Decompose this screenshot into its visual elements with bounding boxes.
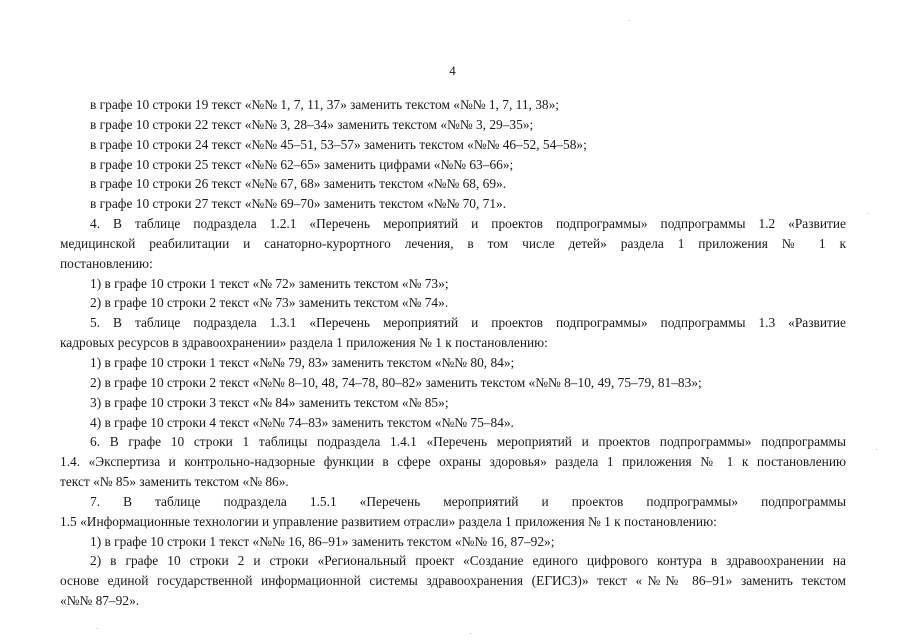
text-line: 3) в графе 10 строки 3 текст «№ 84» заменить текстом «№ 85»; [90,394,449,410]
scan-speck [868,213,869,214]
text-line: в графе 10 строки 27 текст «№№ 69–70» заменить текстом «№№ 70, 71». [90,196,507,212]
text-line: в графе 10 строки 26 текст «№№ 67, 68» заменить текстом «№№ 68, 69». [90,176,507,192]
text-line: 1) в графе 10 строки 1 текст «№№ 79, 83» заменить текстом «№№ 80, 84»; [90,354,515,370]
text-line: в графе 10 строки 24 текст «№№ 45–51, 53–57» заменить текстом «№№ 46–52, 54–58»; [90,136,587,152]
text-line: основе единой государственной информационной системы здравоохранения (ЕГИСЗ)» текст «№№ 86–91» заменить текстом [60,573,846,589]
scan-speck [629,20,630,21]
text-line: 7. В таблице подраздела 1.5.1 «Перечень мероприятий и проектов подпрограммы» подпрограммы [90,493,846,509]
scan-speck [97,628,98,629]
text-line: кадровых ресурсов в здравоохранении» раздела 1 приложения № 1 к постановлению: [60,335,548,351]
text-line: 2) в графе 10 строки 2 текст «№ 73» заменить текстом «№ 74». [90,295,449,311]
document-body [60,95,846,611]
text-line: 5. В таблице подраздела 1.3.1 «Перечень мероприятий и проектов подпрограммы» подпрограммы 1.3 «Развитие [90,315,846,331]
text-line: 2) в графе 10 строки 2 текст «№№ 8–10, 48, 74–78, 80–82» заменить текстом «№№ 8–10, 49, 75–79, 81–83»; [90,374,702,390]
text-line: медицинской реабилитации и санаторно-курортного лечения, в том числе детей» раздела 1 приложения № 1 к [60,235,846,251]
text-line: 1.4. «Экспертиза и контрольно-надзорные функции в сфере охраны здоровья» раздела 1 приложения № 1 к постановлению [60,454,846,470]
scan-speck [470,633,471,634]
text-line: 2) в графе 10 строки 2 и строки «Региональный проект «Создание единого цифрового контура в здравоохранении на [90,553,846,569]
text-line: 1) в графе 10 строки 1 текст «№ 72» заменить текстом «№ 73»; [90,275,449,291]
text-line: в графе 10 строки 25 текст «№№ 62–65» заменить цифрами «№№ 63–66»; [90,156,514,172]
text-line: 4. В таблице подраздела 1.2.1 «Перечень мероприятий и проектов подпрограммы» подпрограммы 1.2 «Развитие [90,216,846,232]
scan-speck [876,449,877,450]
page-number: 4 [449,63,456,78]
text-line: в графе 10 строки 22 текст «№№ 3, 28–34» заменить текстом «№№ 3, 29–35»; [90,116,534,132]
text-line: 1) в графе 10 строки 1 текст «№№ 16, 86–91» заменить текстом «№№ 16, 87–92»; [90,533,555,549]
text-line: 6. В графе 10 строки 1 таблицы подраздела 1.4.1 «Перечень мероприятий и проектов подпрограммы» подпрограммы [90,434,846,450]
text-line: «№№ 87–92». [60,593,140,609]
text-line: в графе 10 строки 19 текст «№№ 1, 7, 11, 37» заменить текстом «№№ 1, 7, 11, 38»; [90,97,560,112]
text-line: текст «№ 85» заменить текстом «№ 86». [60,474,289,490]
text-line: 4) в графе 10 строки 4 текст «№№ 74–83» заменить текстом «№№ 75–84». [90,414,514,430]
text-line: 1.5 «Информационные технологии и управление развитием отрасли» раздела 1 приложения № 1 к постановлению: [60,513,717,529]
text-line: постановлению: [60,255,153,271]
